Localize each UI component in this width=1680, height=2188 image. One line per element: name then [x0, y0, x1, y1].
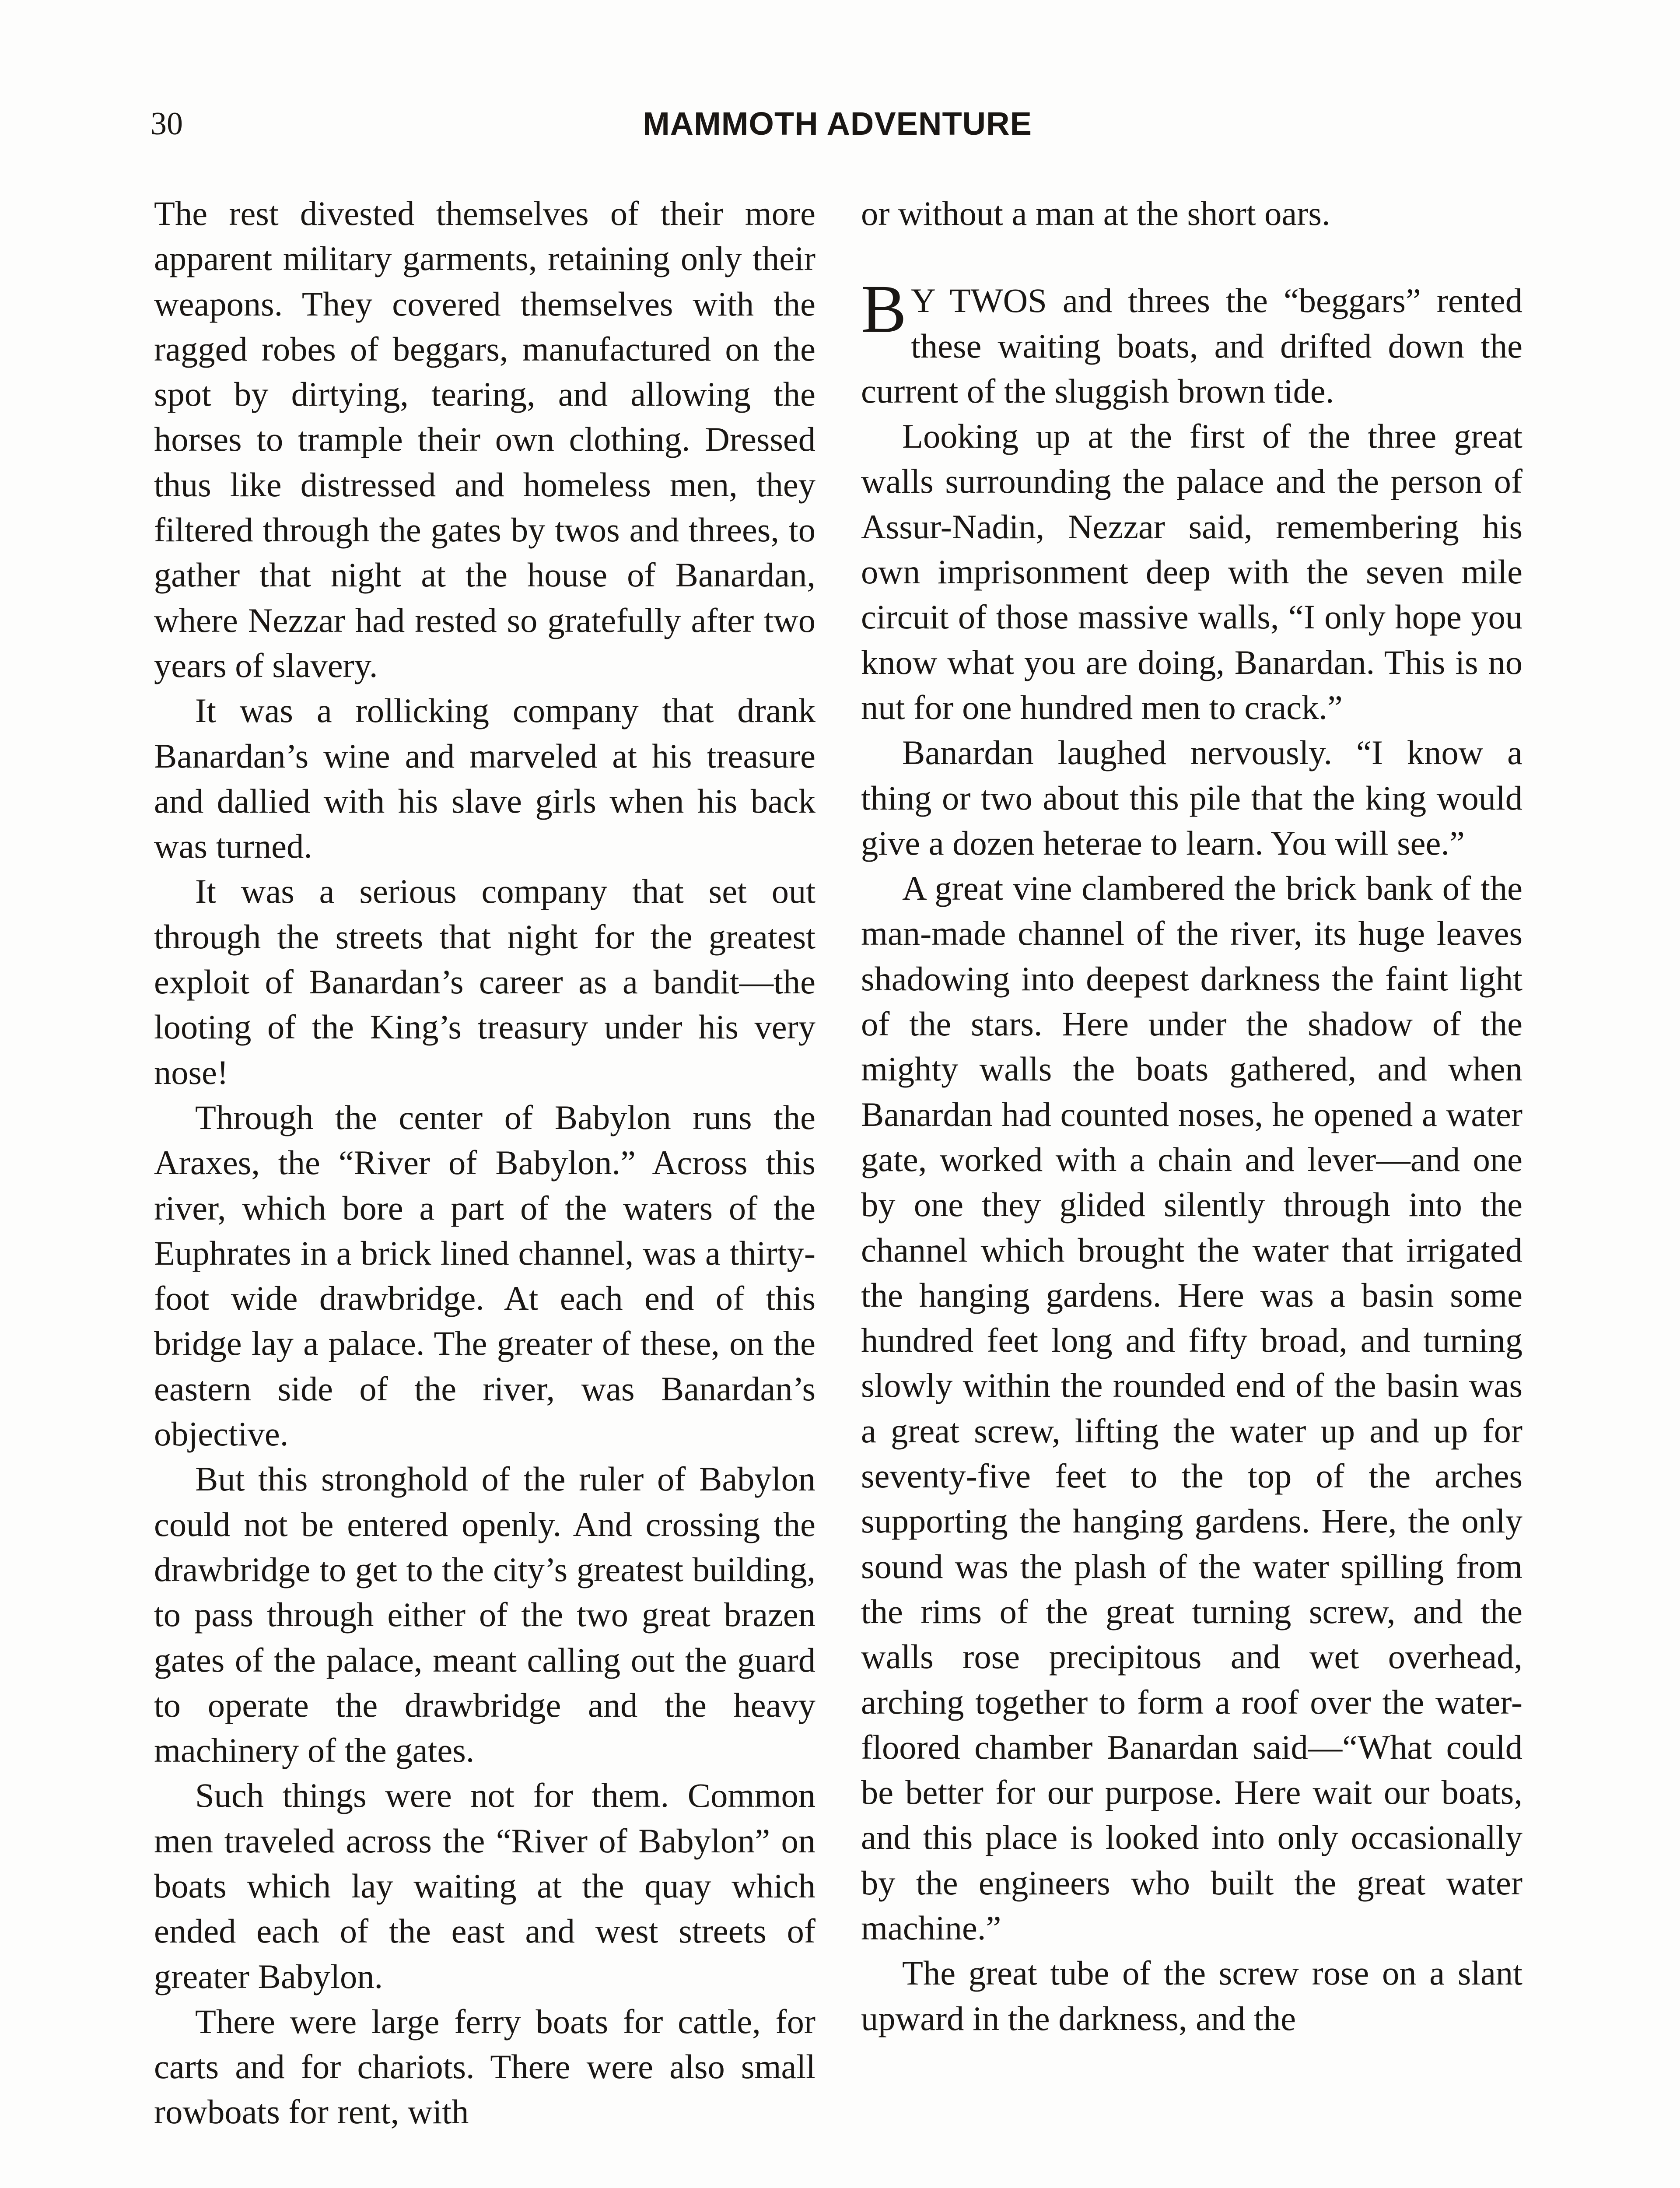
paragraph: Through the center of Babylon runs the Araxes, the “River of Babylon.” Across this river, which bore a part of the waters of the Euphrates in a brick lined channel, was a thirty-foot wide drawbridge. At each end of this bridge lay a palace. The greater of these, on the eastern side of the river, was Banardan’s objective.	[154, 1098, 816, 1453]
paragraph: The great tube of the screw rose on a slant upward in the darkness, and the	[861, 1954, 1522, 2037]
section-opening-paragraph	[861, 271, 1522, 414]
paragraph: Looking up at the first of the three great walls surrounding the palace and the person of Assur-Nadin, Nezzar said, remembering his own imprisonment deep with the seven mile circuit of those massive walls, “I only hope you know what you are doing, Banardan. This is no nut for one hundred men to crack.”	[861, 417, 1522, 726]
paragraph: There were large ferry boats for cattle, for carts and for chariots. There were also small rowboats for rent, with	[154, 2002, 816, 2131]
paragraph: But this stronghold of the ruler of Babylon could not be entered openly. And crossing the drawbridge to get to the city’s greatest building, to pass through either of the two great brazen gates of the palace, meant calling out the guard to operate the drawbridge and the heavy machinery of the gates.	[154, 1460, 816, 1770]
paragraph: It was a serious company that set out through the streets that night for the greatest exploit of Banardan’s career as a bandit—the looting of the King’s treasury under his very nose!	[154, 872, 816, 1091]
paragraph: A great vine clambered the brick bank of the man-made channel of the river, its huge leaves shadowing into deepest darkness the faint light of the stars. Here under the shadow of the mighty walls the boats gathered, and when Banardan had counted noses, he opened a water gate, worked with a chain and lever—and one by one they glided silently through into the channel which brought the water that irrigated the hanging gardens. Here was a basin some hundred feet long and fifty broad, and turning slowly within the rounded end of the basin was a great screw, lifting the water up and up for seventy-five feet to the top of the arches supporting the hanging gardens. Here, the only sound was the plash of the water spilling from the rims of the great turning screw, and the walls rose precipitous and wet overhead, arching together to form a roof over the water-floored chamber Banardan said—“What could be better for our purpose. Here wait our boats, and this place is looked into only occasionally by the engineers who built the great water machine.”	[861, 869, 1522, 1947]
running-title: MAMMOTH ADVENTURE	[643, 105, 1032, 142]
paragraph-continuation: or without a man at the short oars.	[861, 194, 1330, 232]
paragraph: Banardan laughed nervously. “I know a thing or two about this pile that the king would give a dozen heterae to learn. You will see.”	[861, 733, 1522, 862]
left-column	[154, 191, 816, 2135]
section-lead-text: Y TWOS and threes the “beggars” rented these waiting boats, and drifted down the current of the sluggish brown tide.	[861, 281, 1522, 410]
page-header	[150, 100, 1524, 148]
paragraph: Such things were not for them. Common men traveled across the “River of Babylon” on boats which lay waiting at the quay which ended each of the east and west streets of greater Babylon.	[154, 1776, 816, 1995]
paragraph: The rest divested themselves of their more apparent military garments, retaining only their weapons. They covered themselves with the ragged robes of beggars, manufactured on the spot by dirtying, tearing, and allowing the horses to trample their own clothing. Dressed thus like distressed and homeless men, they filtered through the gates by twos and threes, to gather that night at the house of Banardan, where Nezzar had rested so gratefully after two years of slavery.	[154, 194, 816, 684]
right-column	[861, 191, 1522, 2041]
paragraph: It was a rollicking company that drank Banardan’s wine and marveled at his treasure and dallied with his slave girls when his back was turned.	[154, 691, 816, 866]
page-number: 30	[150, 106, 183, 142]
drop-cap: B	[861, 271, 907, 347]
